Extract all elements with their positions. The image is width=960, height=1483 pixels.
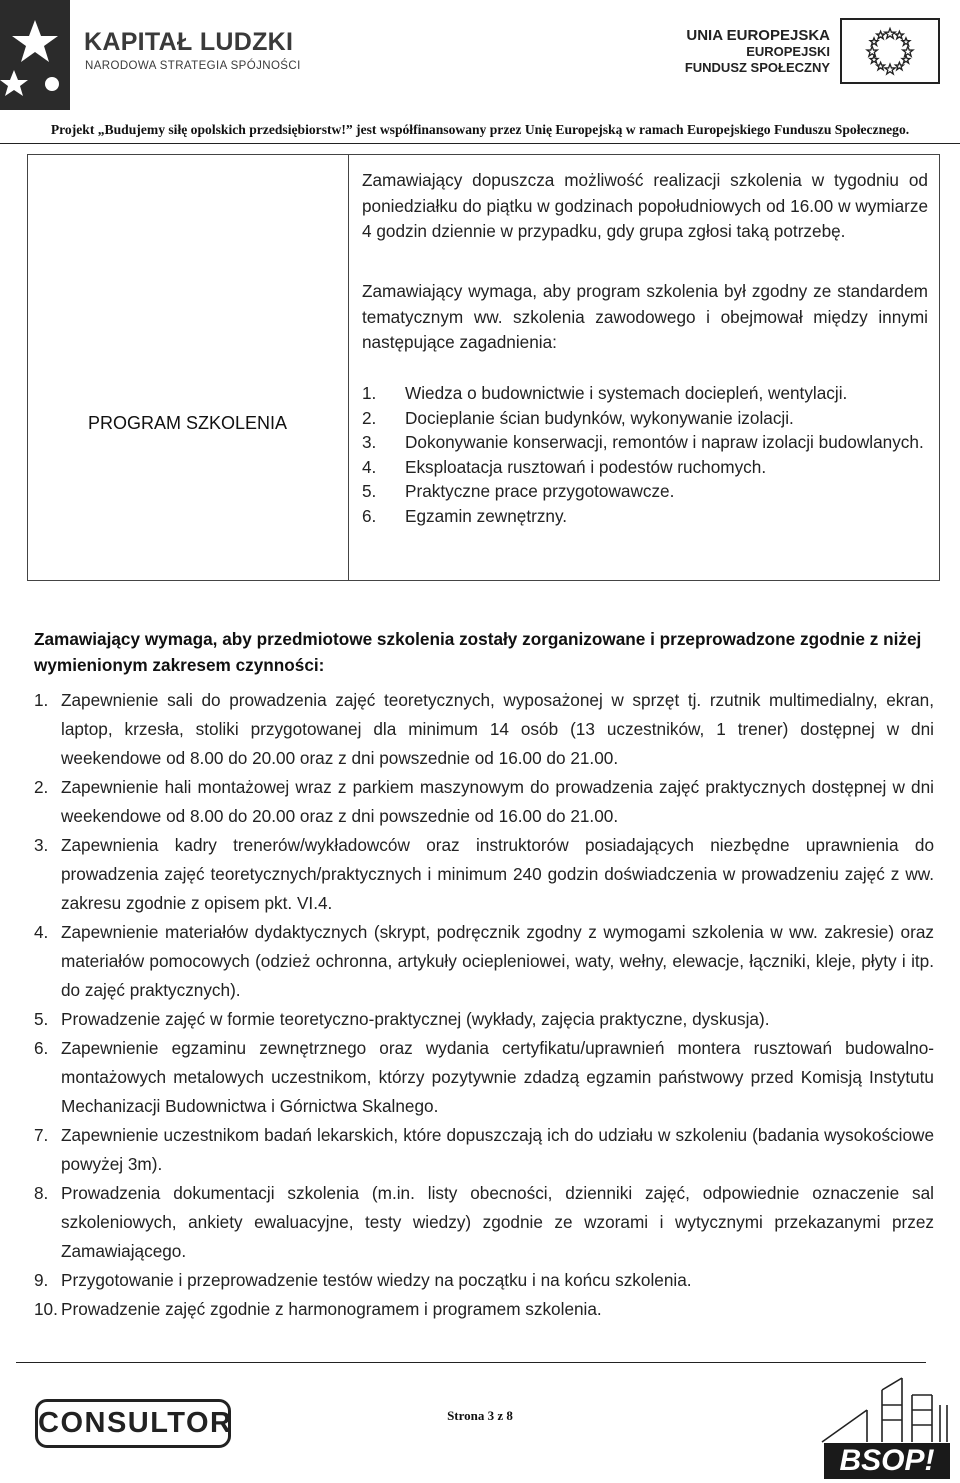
list-item-number: 7. — [34, 1125, 49, 1145]
list-item-text: Praktyczne prace przygotowawcze. — [405, 481, 675, 502]
list-item-text: Zapewnienie egzaminu zewnętrznego oraz wydania certyfikatu/uprawnień montera rusztowań budowalno-montażowych metalowych uczestnikom, którzy pozytywnie zdadzą egzamin państwowy przed Komisją Instytutu Mechanizacji Budownictwa i Górnictwa Skalnego. — [61, 1038, 934, 1116]
consultor-logo: CONSULTOR — [35, 1399, 231, 1448]
list-item-text: Zapewnienie uczestnikom badań lekarskich, które dopuszczają ich do udziału w szkoleniu (badania wysokościowe powyżej 3m). — [61, 1125, 934, 1174]
list-item-text: Zapewnienia kadry trenerów/wykładowców oraz instruktorów posiadających niezbędne uprawnienia do prowadzenia zajęć teoretycznych/praktycznych i minimum 240 godzin doświadczenia w prowadzeniu zajęć z ww. zakresu zgodnie z opisem pkt. VI.4. — [61, 835, 934, 913]
list-item-number: 1. — [34, 690, 49, 710]
list-item — [34, 1179, 934, 1266]
list-item — [34, 918, 934, 1005]
requirements-intro: Zamawiający wymaga, aby przedmiotowe szkolenia zostały zorganizowane i przeprowadzone zgodnie z niżej wymienionym zakresem czynności: — [34, 629, 922, 675]
list-item-number: 3. — [34, 835, 49, 855]
list-item-text: Eksploatacja rusztowań i podestów ruchomych. — [405, 456, 767, 477]
list-item — [362, 479, 928, 504]
list-item — [362, 504, 928, 529]
list-item — [34, 1121, 934, 1179]
list-item-text: Zapewnienie materiałów dydaktycznych (skrypt, podręcznik zgodny z wymogami szkolenia w ww. zakresie) oraz materiałów pomocowych (odzież ochronna, artykuły ocieplenioweі, waty, wełny, elewacje, łączniki, kleje, płyty i itp. do zajęć praktycznych). — [61, 922, 934, 1000]
list-item — [362, 430, 928, 455]
logo-title: KAPITAŁ LUDZKI — [84, 28, 294, 56]
program-paragraph-1: Zamawiający dopuszcza możliwość realizacji szkolenia w tygodniu od poniedziałku do piątku w godzinach popołudniowych od 16.00 w wymiarze 4 godzin dziennie w przypadku, gdy grupa zgłosi taką potrzebę. — [362, 170, 928, 242]
logo-subtitle: NARODOWA STRATEGIA SPÓJNOŚCI — [85, 60, 301, 72]
bsop-logo: BSOP! — [824, 1443, 950, 1479]
list-item-text: Zapewnienie sali do prowadzenia zajęć teoretycznych, wyposażonej w sprzęt tj. rzutnik multimedialny, ekran, laptop, krzesła, stoliki przygotowanej dla minimum 14 osób (13 uczestników, 1 trener) dostępnej w dni weekendowe od 8.00 do 20.00 oraz z dni powszednie od 16.00 do 21.00. — [61, 690, 934, 768]
list-item-number: 9. — [34, 1270, 49, 1290]
list-item-text: Dokonywanie konserwacji, remontów i napraw izolacji budowlanych. — [405, 432, 924, 453]
list-item-text: Docieplanie ścian budynków, wykonywanie izolacji. — [405, 407, 794, 428]
list-item — [34, 1295, 934, 1324]
list-item-number: 5. — [362, 481, 377, 502]
project-funding-line: Projekt „Budujemy siłę opolskich przedsiębiorstw!” jest współfinansowany przez Unię Europejską w ramach Europejskiegо Funduszu Społecznego. — [50, 122, 910, 137]
list-item-number: 8. — [34, 1183, 49, 1203]
list-item-number: 5. — [34, 1009, 49, 1029]
list-item-text: Zapewnienie hali montażowej wraz z parkiem maszynowym do prowadzenia zajęć praktycznych dostępnej w dni weekendowe od 8.00 do 20.00 oraz z dni powszednie od 16.00 do 21.00. — [61, 777, 934, 826]
list-item-number: 1. — [362, 383, 377, 403]
list-item — [34, 831, 934, 918]
list-item — [34, 686, 934, 773]
list-item-number: 6. — [362, 505, 377, 526]
list-item-text: Prowadzenie zajęć w formie teoretyczno-praktycznej (wykłady, zajęcia praktyczne, dyskusja). — [61, 1009, 770, 1029]
list-item — [34, 1005, 934, 1034]
list-item-text: Prowadzenie zajęć zgodnie z harmonogramem i programem szkolenia. — [61, 1299, 602, 1319]
eu-text-block — [685, 28, 830, 76]
list-item-number: 6. — [34, 1038, 49, 1058]
list-item-number: 2. — [34, 777, 49, 797]
kapital-ludzki-logo-icon — [0, 0, 70, 110]
list-item-text: Wiedza o budownictwie i systemach dociepleń, wentylacji. — [405, 383, 848, 403]
list-item — [362, 455, 928, 480]
program-topics-list — [362, 381, 928, 529]
footer-divider — [16, 1362, 926, 1363]
list-item-number: 4. — [34, 922, 49, 942]
page-number: Strona 3 z 8 — [447, 1408, 513, 1423]
eu-flag-icon — [840, 18, 940, 84]
list-item-text: Egzamin zewnętrzny. — [405, 505, 568, 526]
requirements-list — [34, 686, 934, 1324]
list-item — [362, 406, 928, 431]
list-item — [34, 1266, 934, 1295]
list-item — [362, 381, 928, 406]
eu-line-3: FUNDUSZ SPOŁECZNY — [684, 60, 830, 75]
program-paragraph-2: Zamawiający wymaga, aby program szkolenia był zgodny ze standardem tematycznym ww. szkolenia zawodowego i obejmował między innymi następujące zagadnienia: — [362, 281, 928, 353]
list-item-text: Przygotowanie i przeprowadzenie testów wiedzy na początku i na końcu szkolenia. — [61, 1270, 692, 1290]
list-item-text: Prowadzenia dokumentacji szkolenia (m.in. listy obecności, dzienniki zajęć, odpowiednie oznaczenie sal szkoleniowych, ankiety ewaluacyjne, testy wiedzy) zgodnie ze wzorami i wytycznymi przekazanymi przez Zamawiającego. — [61, 1183, 934, 1261]
header-divider — [0, 143, 960, 144]
table-column-divider — [348, 154, 349, 581]
list-item-number: 10. — [34, 1299, 58, 1319]
list-item-number: 2. — [362, 407, 377, 428]
program-label: PROGRAM SZKOLENIA — [87, 413, 288, 433]
eu-line-1: UNIA EUROPEJSKA — [686, 27, 830, 44]
list-item-number: 3. — [362, 432, 377, 453]
list-item — [34, 1034, 934, 1121]
list-item — [34, 773, 934, 831]
list-item-number: 4. — [362, 456, 377, 477]
eu-line-2: EUROPEJSKI — [746, 44, 830, 59]
